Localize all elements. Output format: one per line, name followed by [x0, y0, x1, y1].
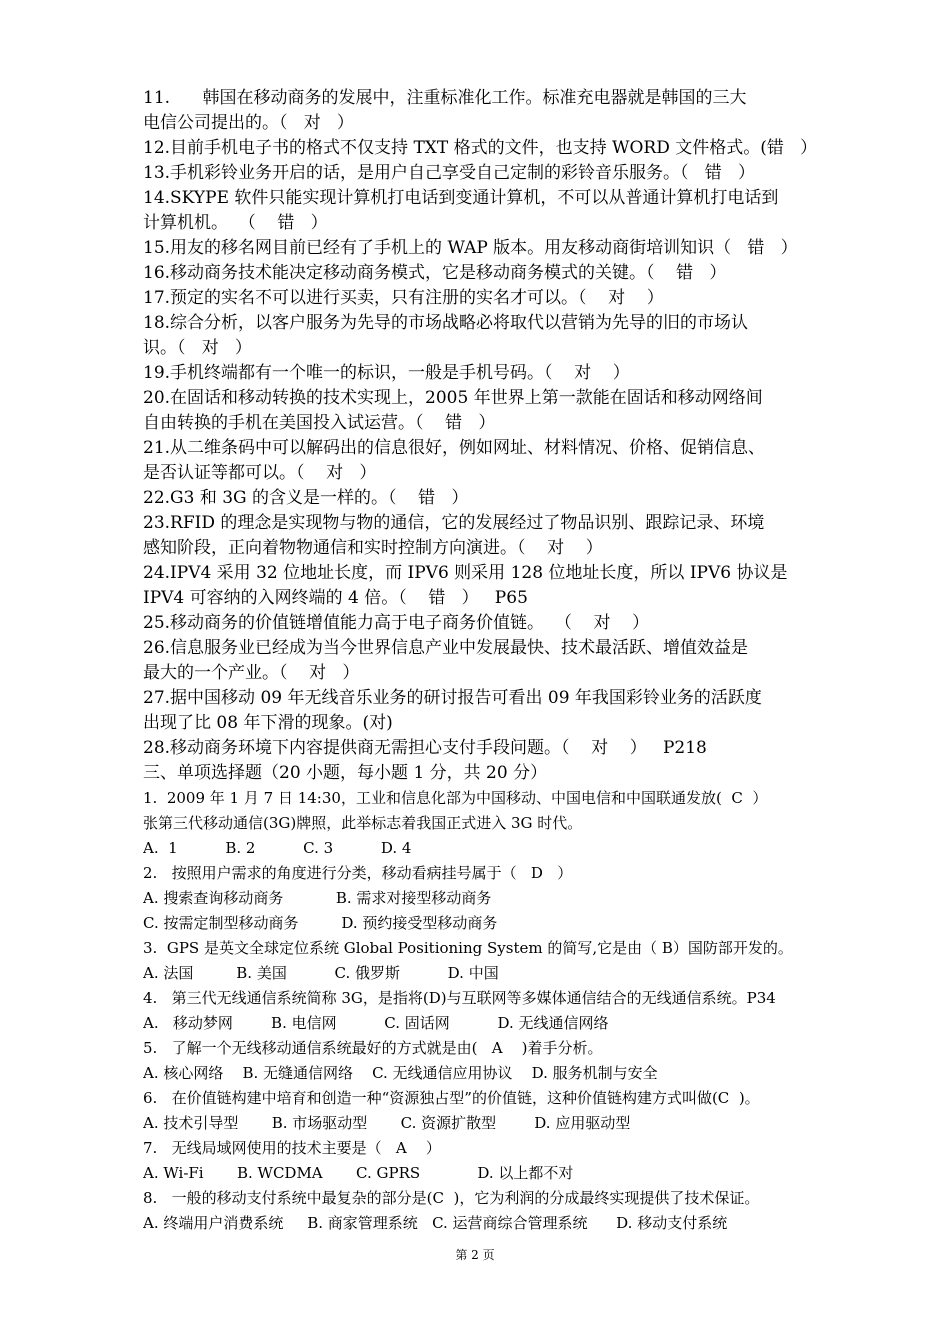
- text-line: 识。（ 对 ）: [143, 338, 252, 358]
- text-line: 张第三代移动通信(3G)牌照，此举标志着我国正式进入 3G 时代。: [143, 814, 583, 832]
- text-line: 18.综合分析，以客户服务为先导的市场战略必将取代以营销为先导的旧的市场认: [143, 313, 749, 333]
- text-line: 28.移动商务环境下内容提供商无需担心支付手段问题。（ 对 ） P218: [143, 738, 707, 758]
- text-line: 感知阶段，正向着物物通信和实时控制方向演进。（ 对 ）: [143, 538, 603, 558]
- text-line: 23.RFID 的理念是实现物与物的通信，它的发展经过了物品识别、跟踪记录、环境: [143, 513, 765, 533]
- text-line: 19.手机终端都有一个唯一的标识，一般是手机号码。（ 对 ）: [143, 363, 630, 383]
- document-body: [143, 86, 843, 1236]
- text-line: A. 法国 B. 美国 C. 俄罗斯 D. 中国: [143, 964, 499, 982]
- text-line: 最大的一个产业。（ 对 ）: [143, 663, 360, 683]
- text-line: 8. 一般的移动支付系统中最复杂的部分是(C )，它为利润的分成最终实现提供了技术保证。: [143, 1189, 760, 1207]
- text-line: 自由转换的手机在美国投入试运营。（ 错 ）: [143, 413, 496, 433]
- text-line: 21.从二维条码中可以解码出的信息很好，例如网址、材料情况、价格、促销信息、: [143, 438, 766, 458]
- text-line: 25.移动商务的价值链增值能力高于电子商务价值链。 （ 对 ）: [143, 613, 650, 633]
- text-line: 4. 第三代无线通信系统简称 3G，是指将(D)与互联网等多媒体通信结合的无线通信系统。P34: [143, 989, 776, 1007]
- text-line: 26.信息服务业已经成为当今世界信息产业中发展最快、技术最活跃、增值效益是: [143, 638, 749, 658]
- text-line: 12.目前手机电子书的格式不仅支持 TXT 格式的文件，也支持 WORD 文件格式。(错 ）: [143, 138, 818, 158]
- text-line: 13.手机彩铃业务开启的话，是用户自己享受自己定制的彩铃音乐服务。（ 错 ）: [143, 163, 755, 183]
- text-line: IPV4 可容纳的入网终端的 4 倍。（ 错 ） P65: [143, 588, 528, 608]
- text-line: 15.用友的移名网目前已经有了手机上的 WAP 版本。用友移动商街培训知识（ 错 ）: [143, 238, 798, 258]
- text-line: A. 移动梦网 B. 电信网 C. 固话网 D. 无线通信网络: [143, 1014, 609, 1032]
- text-line: 三、单项选择题（20 小题，每小题 1 分，共 20 分）: [143, 763, 548, 783]
- text-line: 7. 无线局域网使用的技术主要是（ A ）: [143, 1139, 441, 1157]
- text-line: A. 搜索查询移动商务 B. 需求对接型移动商务: [143, 889, 492, 907]
- text-line: A. 终端用户消费系统 B. 商家管理系统 C. 运营商综合管理系统 D. 移动支付系统: [143, 1214, 728, 1232]
- page-number: 第 2 页: [455, 1248, 495, 1262]
- text-line: A. Wi-Fi B. WCDMA C. GPRS D. 以上都不对: [143, 1164, 574, 1182]
- text-line: 2. 按照用户需求的角度进行分类，移动看病挂号属于（ D ）: [143, 864, 573, 882]
- text-line: A. 技术引导型 B. 市场驱动型 C. 资源扩散型 D. 应用驱动型: [143, 1114, 631, 1132]
- text-line: 1. 2009 年 1 月 7 日 14:30，工业和信息化部为中国移动、中国电信和中国联通发放( C ）: [143, 789, 768, 807]
- text-line: 6. 在价值链构建中培育和创造一种“资源独占型”的价值链，这种价值链构建方式叫做(C )。: [143, 1089, 760, 1107]
- text-line: 是否认证等都可以。（ 对 ）: [143, 463, 377, 483]
- text-line: 3. GPS 是英文全球定位系统 Global Positioning System 的简写,它是由（ B）国防部开发的。: [143, 939, 793, 957]
- text-line: 20.在固话和移动转换的技术实现上，2005 年世界上第一款能在固话和移动网络间: [143, 388, 763, 408]
- text-line: 计算机机。 （ 错 ）: [143, 213, 328, 233]
- text-line: 17.预定的实名不可以进行买卖，只有注册的实名才可以。（ 对 ）: [143, 288, 664, 308]
- text-line: 24.IPV4 采用 32 位地址长度，而 IPV6 则采用 128 位地址长度，所以 IPV6 协议是: [143, 563, 788, 583]
- text-line: 出现了比 08 年下滑的现象。(对): [143, 713, 393, 733]
- text-line: A. 核心网络 B. 无缝通信网络 C. 无线通信应用协议 D. 服务机制与安全: [143, 1064, 658, 1082]
- text-line: 14.SKYPE 软件只能实现计算机打电话到变通计算机，不可以从普通计算机打电话到: [143, 188, 779, 208]
- text-line: 5. 了解一个无线移动通信系统最好的方式就是由( A )着手分析。: [143, 1039, 603, 1057]
- text-line: C. 按需定制型移动商务 D. 预约接受型移动商务: [143, 914, 498, 932]
- text-line: 27.据中国移动 09 年无线音乐业务的研讨报告可看出 09 年我国彩铃业务的活跃度: [143, 688, 762, 708]
- text-line: A. 1 B. 2 C. 3 D. 4: [143, 839, 412, 857]
- text-line: 11. 韩国在移动商务的发展中，注重标准化工作。标准充电器就是韩国的三大: [143, 88, 747, 108]
- text-line: 22.G3 和 3G 的含义是一样的。（ 错 ）: [143, 488, 469, 508]
- text-line: 16.移动商务技术能决定移动商务模式，它是移动商务模式的关键。（ 错 ）: [143, 263, 727, 283]
- text-line: 电信公司提出的。（ 对 ）: [143, 113, 354, 133]
